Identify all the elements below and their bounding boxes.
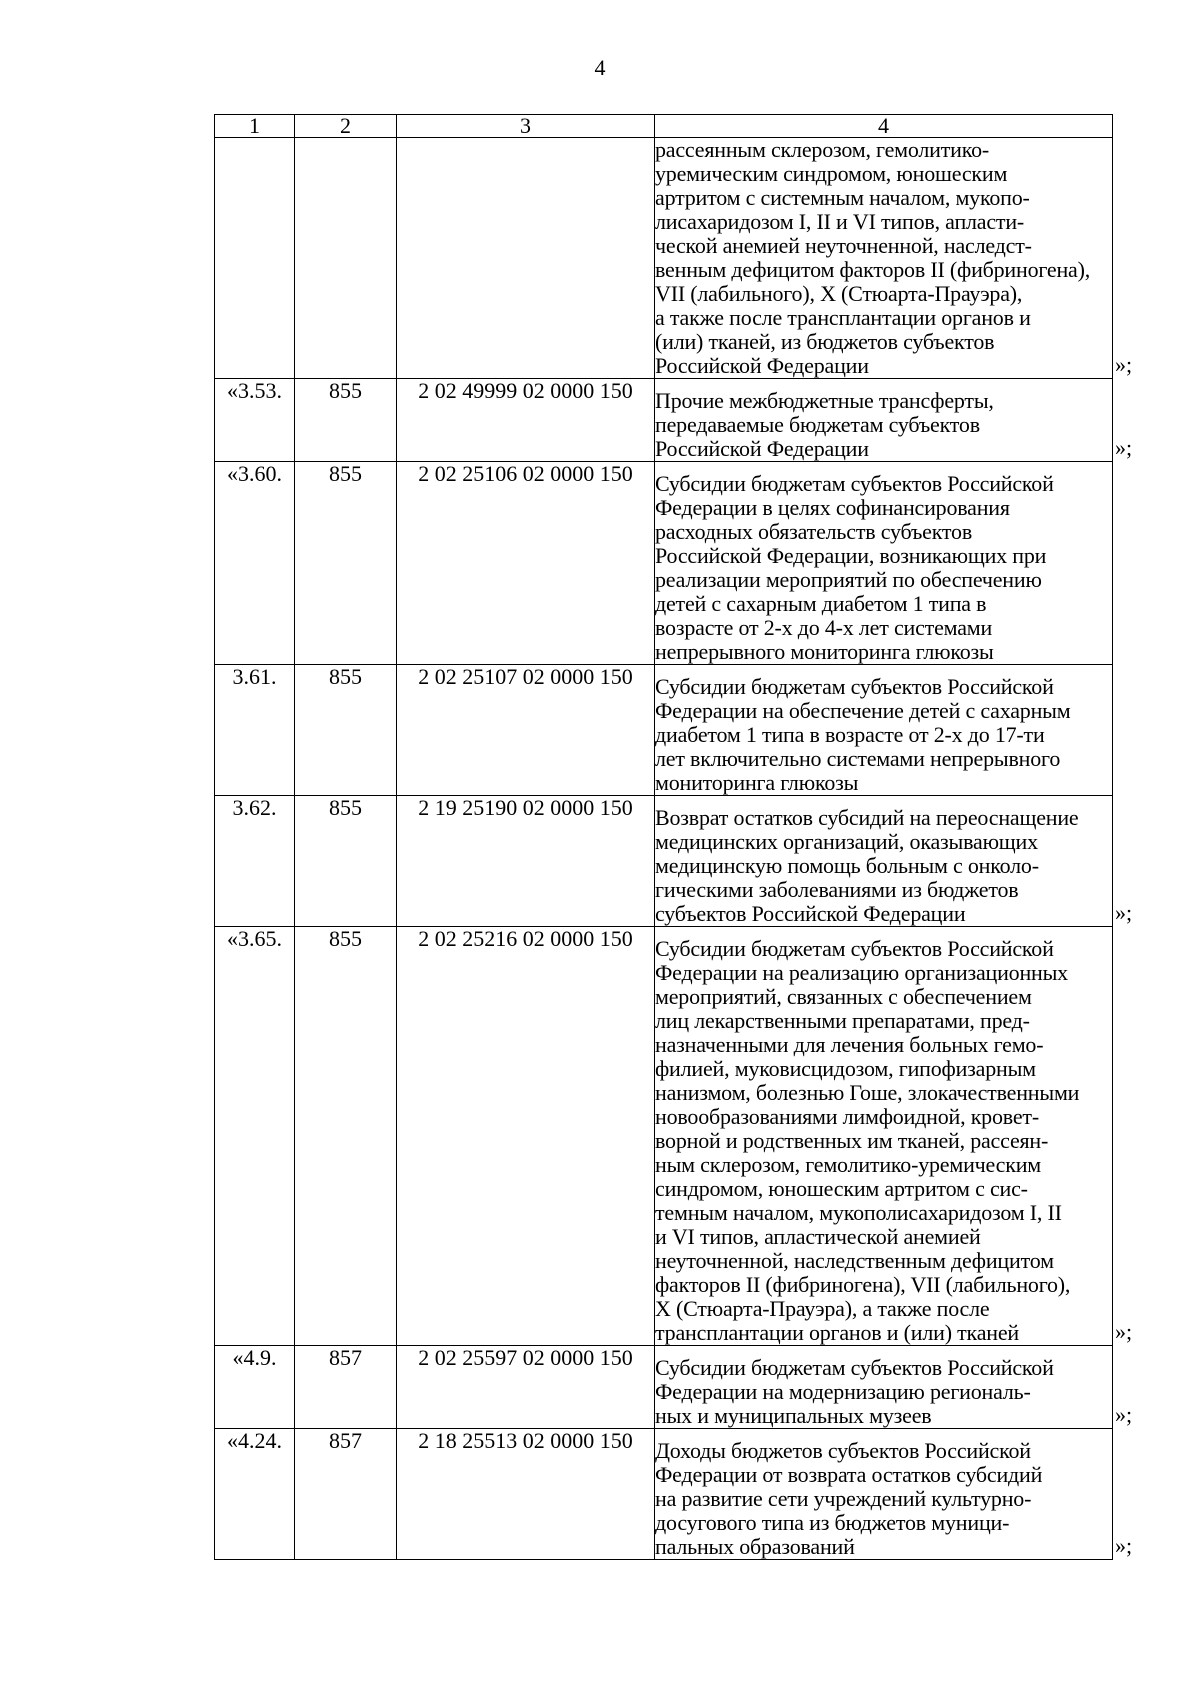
row-number: 3.62. — [215, 796, 295, 927]
revenue-description: Доходы бюджетов субъектов Российской Федерации от возврата остатков субсидий на развитие сети учреждений культурно- досугового типа из бюджетов муници- пальных образований — [655, 1429, 1113, 1560]
administrator-code: 855 — [295, 462, 397, 665]
row-number: «3.65. — [215, 927, 295, 1346]
administrator-code: 855 — [295, 379, 397, 462]
page-number: 4 — [594, 55, 606, 80]
closing-quote: »; — [1115, 1401, 1133, 1427]
revenue-code: 2 18 25513 02 0000 150 — [397, 1429, 655, 1560]
table-row — [215, 665, 1113, 796]
revenue-code: 2 02 25216 02 0000 150 — [397, 927, 655, 1346]
administrator-code: 855 — [295, 665, 397, 796]
closing-quote: »; — [1115, 351, 1133, 377]
revenue-description: Субсидии бюджетам субъектов Российской Федерации в целях софинансирования расходных обязательств субъектов Российской Федерации, возникающих при реализации мероприятий по обеспечению детей с сахарным диабетом 1 типа в возрасте от 2-х до 4-х лет системами непрерывного мониторинга глюкозы — [655, 462, 1113, 665]
revenue-code — [397, 138, 655, 379]
column-header-4: 4 — [655, 115, 1113, 138]
revenue-description: Субсидии бюджетам субъектов Российской Федерации на реализацию организационных мероприятий, связанных с обеспечением лиц лекарственными препаратами, пред- назначенными для лечения больных гемо- филией, муковисцидозом, гипофизарным нанизмом, болезнью Гоше, злокачественными новообразованиями лимфоидной, кровет- ворной и родственных им тканей, рассеян- ным склерозом, гемолитико-уремическим синдромом, юношеским артритом с сис- темным началом, мукополисахаридозом I, II и VI типов, апластической анемией неуточненной, наследственным дефицитом факторов II (фибриногена), VII (лабильного), X (Стюарта-Прауэра), а также после трансплантации органов и (или) тканей — [655, 927, 1113, 1346]
column-header-3: 3 — [397, 115, 655, 138]
revenue-description: Возврат остатков субсидий на переоснащение медицинских организаций, оказывающих медицинскую помощь больным с онколо- гическими заболеваниями из бюджетов субъектов Российской Федерации — [655, 796, 1113, 927]
row-number: «4.24. — [215, 1429, 295, 1560]
administrator-code: 855 — [295, 927, 397, 1346]
administrator-code: 857 — [295, 1346, 397, 1429]
row-number — [215, 138, 295, 379]
table-row — [215, 927, 1113, 1346]
row-number: 3.61. — [215, 665, 295, 796]
closing-quote: »; — [1115, 899, 1133, 925]
revenue-code: 2 02 25107 02 0000 150 — [397, 665, 655, 796]
table-row — [215, 138, 1113, 379]
column-header-1: 1 — [215, 115, 295, 138]
closing-quote: »; — [1115, 434, 1133, 460]
revenue-description: Прочие межбюджетные трансферты, передаваемые бюджетам субъектов Российской Федерации — [655, 379, 1113, 462]
revenue-code: 2 02 25597 02 0000 150 — [397, 1346, 655, 1429]
table-row — [215, 1346, 1113, 1429]
row-number: «4.9. — [215, 1346, 295, 1429]
table-row — [215, 462, 1113, 665]
table-row — [215, 1429, 1113, 1560]
table-row — [215, 379, 1113, 462]
table-row — [215, 796, 1113, 927]
closing-quote: »; — [1115, 1318, 1133, 1344]
administrator-code: 857 — [295, 1429, 397, 1560]
revenue-description: рассеянным склерозом, гемолитико- уремическим синдромом, юношеским артритом с системным началом, мукопо- лисахаридозом I, II и VI типов, апласти- ческой анемией неуточненной, наследст- венным дефицитом факторов II (фибриногена), VII (лабильного), X (Стюарта-Прауэра), а также после трансплантации органов и (или) тканей, из бюджетов субъектов Российской Федерации — [655, 138, 1113, 379]
revenue-code: 2 02 49999 02 0000 150 — [397, 379, 655, 462]
table-header-row — [215, 115, 1113, 138]
row-number: «3.53. — [215, 379, 295, 462]
revenue-code: 2 02 25106 02 0000 150 — [397, 462, 655, 665]
revenue-codes-table — [214, 114, 1113, 1560]
row-number: «3.60. — [215, 462, 295, 665]
administrator-code: 855 — [295, 796, 397, 927]
administrator-code — [295, 138, 397, 379]
column-header-2: 2 — [295, 115, 397, 138]
revenue-description: Субсидии бюджетам субъектов Российской Федерации на обеспечение детей с сахарным диабетом 1 типа в возрасте от 2-х до 17-ти лет включительно системами непрерывного мониторинга глюкозы — [655, 665, 1113, 796]
revenue-code: 2 19 25190 02 0000 150 — [397, 796, 655, 927]
revenue-description: Субсидии бюджетам субъектов Российской Федерации на модернизацию региональ- ных и муниципальных музеев — [655, 1346, 1113, 1429]
closing-quote: »; — [1115, 1532, 1133, 1558]
